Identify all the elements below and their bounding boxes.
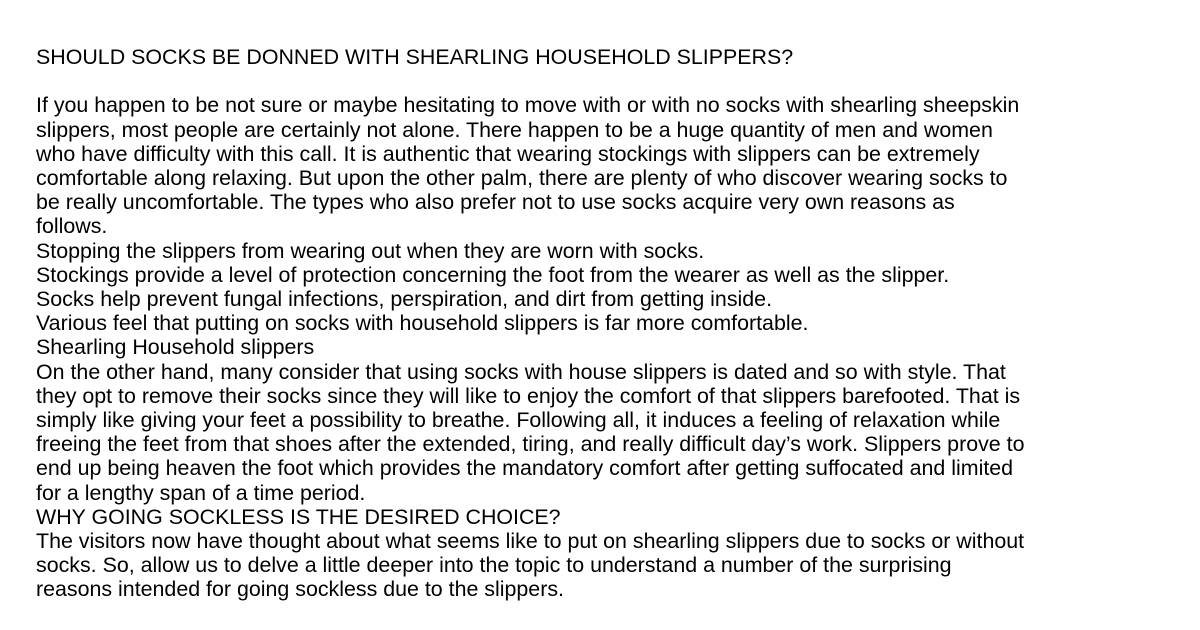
other-hand-paragraph: On the other hand, many consider that using socks with house slippers is dated and so with style. That they opt to remove their socks since they will like to enjoy the comfort of that slippers barefooted. That is simply like giving your feet a possibility to breathe. Following all, it induces a feeling of relaxation while freeing the feet from that shoes after the extended, tiring, and really difficult day’s work. Slippers prove to end up being heaven the foot which provides the mandatory comfort after getting suffocated and limited for a lengthy span of a time period. bbox=[36, 359, 1025, 505]
blank-line bbox=[36, 69, 1176, 93]
document-title: SHOULD SOCKS BE DONNED WITH SHEARLING HOUSEHOLD SLIPPERS? bbox=[36, 45, 794, 69]
section-heading: WHY GOING SOCKLESS IS THE DESIRED CHOICE? bbox=[36, 504, 561, 529]
subheading: Shearling Household slippers bbox=[36, 335, 315, 360]
reason-line-1: Stopping the slippers from wearing out when they are worn with socks. bbox=[36, 238, 705, 263]
reason-line-4: Various feel that putting on socks with household slippers is far more comfortable. bbox=[36, 311, 809, 336]
reason-line-3: Socks help prevent fungal infections, perspiration, and dirt from getting inside. bbox=[36, 287, 773, 312]
document-content bbox=[36, 45, 1176, 602]
visitors-paragraph: The visitors now have thought about what seems like to put on shearling slippers due to socks or without socks. So, allow us to delve a little deeper into the topic to understand a number of the surprising reasons intended for going sockless due to the slippers. bbox=[36, 529, 1025, 602]
intro-paragraph: If you happen to be not sure or maybe hesitating to move with or with no socks with shearling sheepskin slippers, most people are certainly not alone. There happen to be a huge quantity of men and women who have difficulty with this call. It is authentic that wearing stockings with slippers can be extremely comfortable along relaxing. But upon the other palm, there are plenty of who discover wearing socks to be really uncomfortable. The types who also prefer not to use socks acquire very own reasons as follows. bbox=[36, 93, 1020, 239]
reason-line-2: Stockings provide a level of protection concerning the foot from the wearer as well as the slipper. bbox=[36, 262, 950, 287]
